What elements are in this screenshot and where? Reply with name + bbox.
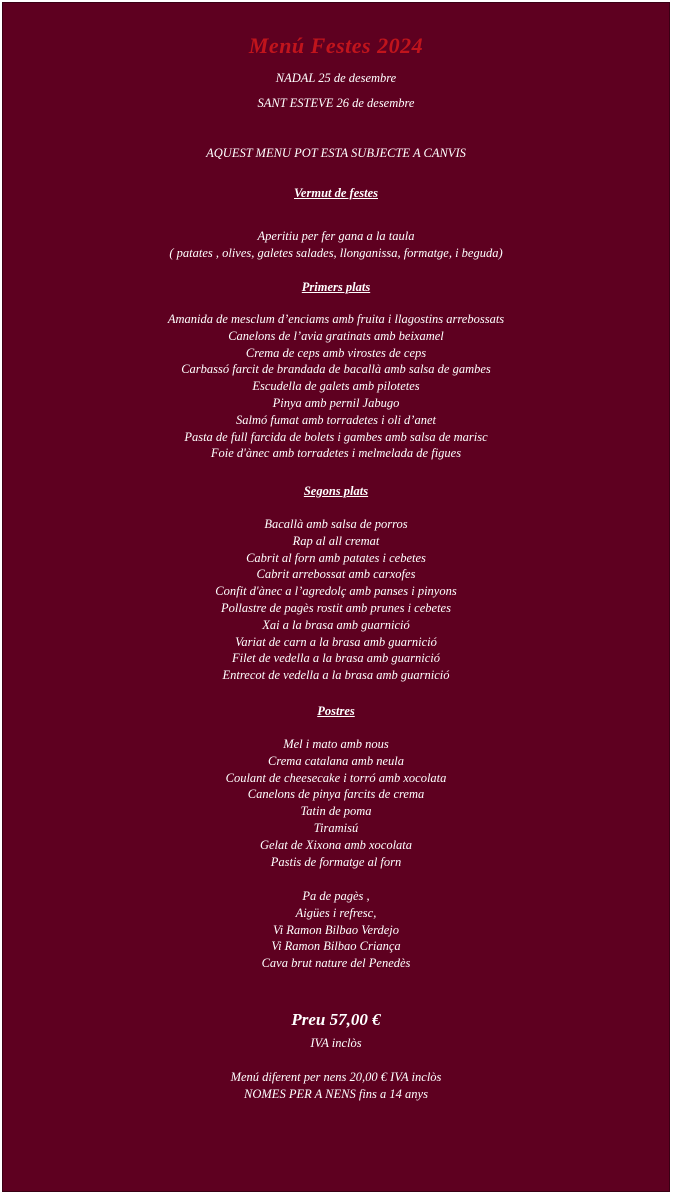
postres-heading: Postres <box>317 704 355 718</box>
primers-list <box>3 311 669 462</box>
list-item: Canelons de l’avia gratinats amb beixamel <box>228 328 444 343</box>
menu-title: Menú Festes 2024 <box>248 33 424 58</box>
kids-menu-note: NOMES PER A NENS fins a 14 anys <box>244 1087 428 1101</box>
list-item: Cabrit arrebossat amb carxofes <box>256 567 416 582</box>
kids-menu-price: Menú diferent per nens 20,00 € IVA inclòs <box>230 1070 442 1084</box>
list-item: Pasta de full farcida de bolets i gambes amb salsa de marisc <box>184 429 488 444</box>
list-item: Pollastre de pagès rostit amb prunes i cebetes <box>221 600 451 615</box>
list-item: Coulant de cheesecake i torró amb xocolata <box>225 770 447 785</box>
list-item: Crema de ceps amb virostes de ceps <box>245 345 427 360</box>
list-item: Bacallà amb salsa de porros <box>264 517 408 531</box>
drinks-list <box>3 888 669 972</box>
list-item: Tiramisú <box>313 820 359 835</box>
list-item: Canelons de pinya farcits de crema <box>247 787 425 802</box>
segons-list <box>3 516 669 684</box>
list-item: Variat de carn a la brasa amb guarnició <box>235 634 437 649</box>
list-item: Cabrit al forn amb patates i cebetes <box>246 550 426 565</box>
changes-notice: AQUEST MENU POT ESTA SUBJECTE A CANVIS <box>206 146 466 160</box>
list-item: Pinya amb pernil Jabugo <box>272 395 400 410</box>
list-item: Rap al all cremat <box>292 533 380 548</box>
list-item: Carbassó farcit de brandada de bacallà amb salsa de gambes <box>181 362 491 377</box>
list-item: Vi Ramon Bilbao Verdejo <box>272 922 400 937</box>
list-item: Pa de pagès , <box>302 889 370 903</box>
list-item: Cava brut nature del Penedès <box>261 956 411 971</box>
list-item: Gelat de Xixona amb xocolata <box>259 837 413 852</box>
list-item: Salmó fumat amb torradetes i oli d’anet <box>236 412 436 427</box>
list-item: Entrecot de vedella a la brasa amb guarnició <box>222 668 450 683</box>
list-item: Foie d'ànec amb torradetes i melmelada de figues <box>210 446 462 461</box>
vat-included: IVA inclòs <box>310 1036 362 1050</box>
date-sant-esteve: SANT ESTEVE 26 de desembre <box>257 96 415 110</box>
list-item: Crema catalana amb neula <box>268 753 404 768</box>
vermut-line-2: ( patates , olives, galetes salades, llonganissa, formatge, i beguda) <box>169 246 503 260</box>
primers-heading: Primers plats <box>301 280 371 294</box>
vermut-heading: Vermut de festes <box>293 186 379 200</box>
date-nadal: NADAL 25 de desembre <box>275 71 397 85</box>
segons-heading: Segons plats <box>303 484 369 498</box>
list-item: Aigües i refresc, <box>295 905 377 920</box>
postres-list <box>3 736 669 870</box>
list-item: Filet de vedella a la brasa amb guarnició <box>232 651 440 666</box>
list-item: Xai a la brasa amb guarnició <box>262 617 410 632</box>
list-item: Vi Ramon Bilbao Criança <box>271 939 401 954</box>
list-item: Amanida de mesclum d’enciams amb fruita i llagostins arrebossats <box>167 312 505 326</box>
list-item: Mel i mato amb nous <box>283 737 389 751</box>
vermut-line-1: Aperitiu per fer gana a la taula <box>257 229 415 243</box>
list-item: Escudella de galets amb pilotetes <box>252 379 420 394</box>
menu-card <box>2 2 670 1192</box>
list-item: Tatin de poma <box>300 804 372 819</box>
list-item: Confit d'ànec a l’agredolç amb panses i pinyons <box>215 584 457 599</box>
price-label: Preu 57,00 € <box>291 1010 381 1029</box>
list-item: Pastis de formatge al forn <box>270 854 402 869</box>
